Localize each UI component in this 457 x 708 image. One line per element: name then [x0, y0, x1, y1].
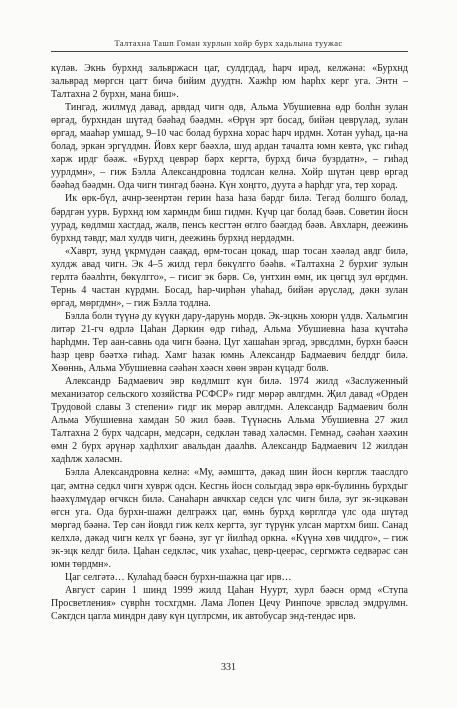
- running-header: Талтахна Ташп Гоман хурлын хойр бурх хадьлына туужас: [114, 39, 343, 48]
- header-divider: [51, 51, 408, 52]
- paragraph: «Хаврт, зунд үкрмүдән саақад, өрм-тосан цокад, шар тосан хәәләд авдг билә, хулдж авад чигн. Эк 4–5 жилд герл бөкүлгго бәәһв. «Талтахна 2 бурхиг зулын герлтә бәәлһтн, бөкүлгго», – гисиг эк бәрв. Сө, унтхин өмн, ик цөгцд зул өргдмн. Тернь 4 частан күрдмн. Босад, һар-чирһән уһаһад, бийән әрүсләд, дәкн зулан өргәд, мөргдмн», – гиж Бэлла тодлна.: [51, 245, 408, 309]
- paragraph: Бэлла болн түүнә ду күүкн дару-дарунь мордв. Эк-эцкнь хоюрн үлдв. Хальмгин литәр 21-гч өдрлә Цаһан Дәркин өдр гиһәд, Альма Убушиевна һаза күчтәһә һарһдмн. Тер аан-савнь ода чигн бәәнә. Цуг хашаһан эргәд, эрвсдлмн, бурхн бәәсн һазр цевр бәәтхә гиһәд. Хамг һазак юмнь Александр Бадмаевич белддг билә. Хөөннь, Альма Убушиевна сәәһән хәәсн хөөн эврән күцәдг болв.: [51, 310, 408, 375]
- paragraph: Тингәд, жилмүд давад, арвдад чигн одв, Альма Убушиевна өдр болһн зулан өргәд, бурхндан шүтәд бәәһәд бәәдмн. «Өрүн эрт босад, бийән цеврүләд, зулан өргәд, мааһәр умшад, 9–10 час болад бурхна хорас һарч ирдмн. Хотан ууһад, ца-на болад, эркән эргүлдмн. Йовх керг бәәхлә, шуд ардан тачалта юмн кевтә, үкс гиһәд хәрж ирдг бәәж. «Бурхд цеврәр бәрх кергтә, бурхд бичә бузрдатн», – гиһәд уурлдмн», – гиж Бэлла Александровна тодлсан келнә. Хойр шүтән цевр өргәд бәәһәд бәәдмн. Ода чигн тингәд бәәнә. Күн хоңгго, дуута ә һарһдг уга, тер хорад.: [51, 102, 408, 192]
- paragraph: Александр Бадмаевич эвр көдлмшт күн билә. 1974 жилд «Заслуженный механизатор сельского хозяйства РСФСР» гидг мөрәр әвлгдмн. Җил давад «Орден Трудовой славы 3 степени» гидг ик мөрәр әвлгдмн. Александр Бадмаевич болн Альма Убушиевна хамдан 50 жил бәәв. Түүнәснь Альма Убушиевна 27 жил Талтахна 2 бурх чадсарн, медсәрн, седклән тәвәд хәләсмн. Гемнәд, сәәһән хәәхин өмн 2 бурх әрүнәр хадһлхиг авальдан даалһв. Александр Бадмаевич 12 жилдән хадһлж хәләсмн.: [51, 376, 408, 466]
- paragraph: Бэлла Александровна келнә: «Му, әәмшгтә, дәкәд шин йосн көрглж тааслдго цаг, әмтнә седкл чигн хуврж одсн. Кесгнь йосн сольгдад эврә өрк-бүлиннь бурхдыг һәәхүлмүдәр өгчксн билә. Санаһарн авчкхар седсн үлс чигн билә, зуг эк-эцкәвән өгсн уга. Ода бурхн-шажн делгрәжх цаг, өмнь бурхд көрглгдә үлс ода шүтәд мөргәд бәәнә. Тер сән йовдл гиж келх кергтә, зуг түрүнк улсан мартхм биш. Санад келхлә, дәкәд чигн келх үг бәәнә, зуг үг йилһәд оркна. «Күүнә хөв чиддго», – гиж эк-эцк келдг билә. Цаһан седкләс, чик ухаһас, цевр-цеерәс, сергмжтә седвәрәс сән юмн төрдмн».: [51, 467, 408, 570]
- paragraph: Август сарин 1 шинд 1999 жилд Цаһан Нуурт, хурл бәәсн ормд «Ступа Просветления» сүврһн тосхгдмн. Лама Лопен Цечу Ринпоче эрвсләд эмдрүлмн. Сәкгдсн цагла миндрн даву күн цуглрсмн, ик автобусар энд-тендәс ирв.: [51, 584, 408, 622]
- page-number: 331: [221, 662, 236, 673]
- paragraph: Цаг селгәтә… Кулаһад бәәсн бурхн-шажна цаг ирв…: [65, 571, 292, 583]
- paragraph: күләв. Экнь бурхнд зальвржасн цаг, сулдгдад, һарч ирәд, келжәнә: «Бурхнд зальврад мөргсн цагт бичә бийим дуудтн. Хажһр юм һарһх керг уга. Энтн – Талтахна 2 бурхн, мана биш».: [51, 63, 408, 101]
- paragraph: Ик өрк-бүл, ачнр-зеенртән герин һаза һаза бәрдг билә. Тегәд болшго болад, бәрдгән уурв. Бурхнд юм хармндм биш гидмн. Күчр цаг болад бәәв. Советин йосн уурад, көдлмш хасгдад, жалв, пенсь кесгтән өглго бәәгдәд бәәв. Авхларн, деежинь бурхнд тәвдг, мал хулдв чигн, деежинь бурхнд нердәдмн.: [51, 193, 408, 244]
- page-body: [51, 62, 408, 623]
